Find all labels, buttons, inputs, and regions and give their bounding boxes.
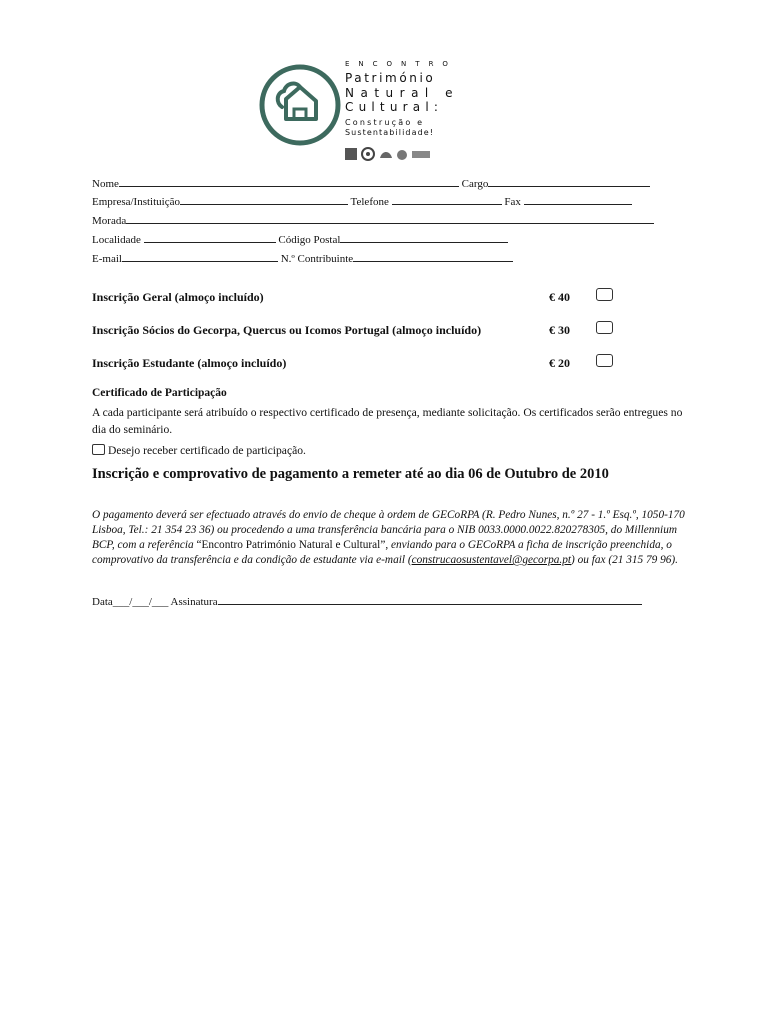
certificate-checkbox[interactable] xyxy=(92,444,105,455)
contribuinte-field[interactable] xyxy=(353,251,513,262)
nome-label: Nome xyxy=(92,178,119,190)
empresa-field[interactable] xyxy=(180,194,348,205)
option-socios-label: Inscrição Sócios do Gecorpa, Quercus ou Icomos Portugal (almoço incluído) xyxy=(92,323,482,337)
deadline-heading: Inscrição e comprovativo de pagamento a remeter até ao dia 06 de Outubro de 2010 xyxy=(92,466,609,482)
payment-text-2: enviando para o GECoRPA a ficha de inscrição preenchida, o comprovativo da transferência e da condição de estudante via e-mail ( xyxy=(92,539,672,566)
empresa-line xyxy=(92,194,632,208)
logo-line-2: Natural e xyxy=(345,86,459,100)
payment-paragraph xyxy=(92,508,702,568)
telefone-label: Telefone xyxy=(350,196,389,208)
certificate-checkbox-label: Desejo receber certificado de participação. xyxy=(108,444,306,457)
email-line xyxy=(92,251,513,265)
morada-line xyxy=(92,213,654,227)
fax-label: Fax xyxy=(504,196,521,208)
empresa-label: Empresa/Instituição xyxy=(92,196,180,208)
date-field[interactable]: ___/___/___ xyxy=(112,596,169,608)
fax-field[interactable] xyxy=(524,194,632,205)
payment-text-3: ) ou fax (21 315 79 96). xyxy=(571,554,678,566)
cargo-field[interactable] xyxy=(488,176,650,187)
signature-field[interactable] xyxy=(218,594,642,605)
cargo-label: Cargo xyxy=(461,178,489,190)
contribuinte-label: N.º Contribuinte xyxy=(280,253,354,265)
option-socios-checkbox[interactable] xyxy=(596,321,613,334)
morada-label: Morada xyxy=(92,215,127,227)
email-label: E-mail xyxy=(92,253,122,265)
payment-email-link[interactable]: construcaosustentavel@gecorpa.pt xyxy=(411,554,571,566)
telefone-field[interactable] xyxy=(392,194,502,205)
logo-icon xyxy=(258,63,342,147)
sponsor-logos-icon xyxy=(344,146,432,162)
nome-field[interactable] xyxy=(119,176,459,187)
email-field[interactable] xyxy=(122,251,278,262)
logo-encontro: ENCONTRO xyxy=(345,60,457,68)
codigo-postal-field[interactable] xyxy=(340,232,508,243)
logo-line-4: Construção e xyxy=(345,118,425,127)
nome-line xyxy=(92,176,650,190)
payment-reference: “Encontro Património Natural e Cultural”, xyxy=(196,539,389,551)
option-socios-price: € 30 xyxy=(549,323,570,337)
logo-line-1: Património xyxy=(345,71,436,85)
option-geral-checkbox[interactable] xyxy=(596,288,613,301)
localidade-line xyxy=(92,232,508,246)
option-estudante-price: € 20 xyxy=(549,356,570,370)
date-label: Data xyxy=(92,596,113,608)
codigo-postal-label: Código Postal xyxy=(278,234,341,246)
option-geral-label: Inscrição Geral (almoço incluído) xyxy=(92,290,264,304)
certificate-heading: Certificado de Participação xyxy=(92,387,227,399)
localidade-field[interactable] xyxy=(144,232,276,243)
option-estudante-checkbox[interactable] xyxy=(596,354,613,367)
certificate-text: A cada participante será atribuído o respectivo certificado de presença, mediante solicitação. Os certificados serão entregues no dia do seminário. xyxy=(92,406,683,436)
morada-field[interactable] xyxy=(126,213,654,224)
payment-text-1: O pagamento deverá ser efectuado através do envio de cheque à ordem de GECoRPA (R. Pedro Nunes, n.º 27 - 1.º Esq.º, 1050-170 Lisboa, Tel.: 21 354 23 36) ou procedendo a uma transferência bancária para o NIB 0033.0000.0022.820278305, do Millennium BCP, com a referência xyxy=(92,509,685,551)
logo-line-5: Sustentabilidade! xyxy=(345,128,435,137)
certificate-request xyxy=(92,442,306,459)
option-geral-price: € 40 xyxy=(549,290,570,304)
signature-label: Assinatura xyxy=(170,596,218,608)
logo-line-3: Cultural: xyxy=(345,100,444,114)
localidade-label: Localidade xyxy=(92,234,141,246)
option-estudante-label: Inscrição Estudante (almoço incluído) xyxy=(92,356,287,370)
signature-line xyxy=(92,594,642,608)
